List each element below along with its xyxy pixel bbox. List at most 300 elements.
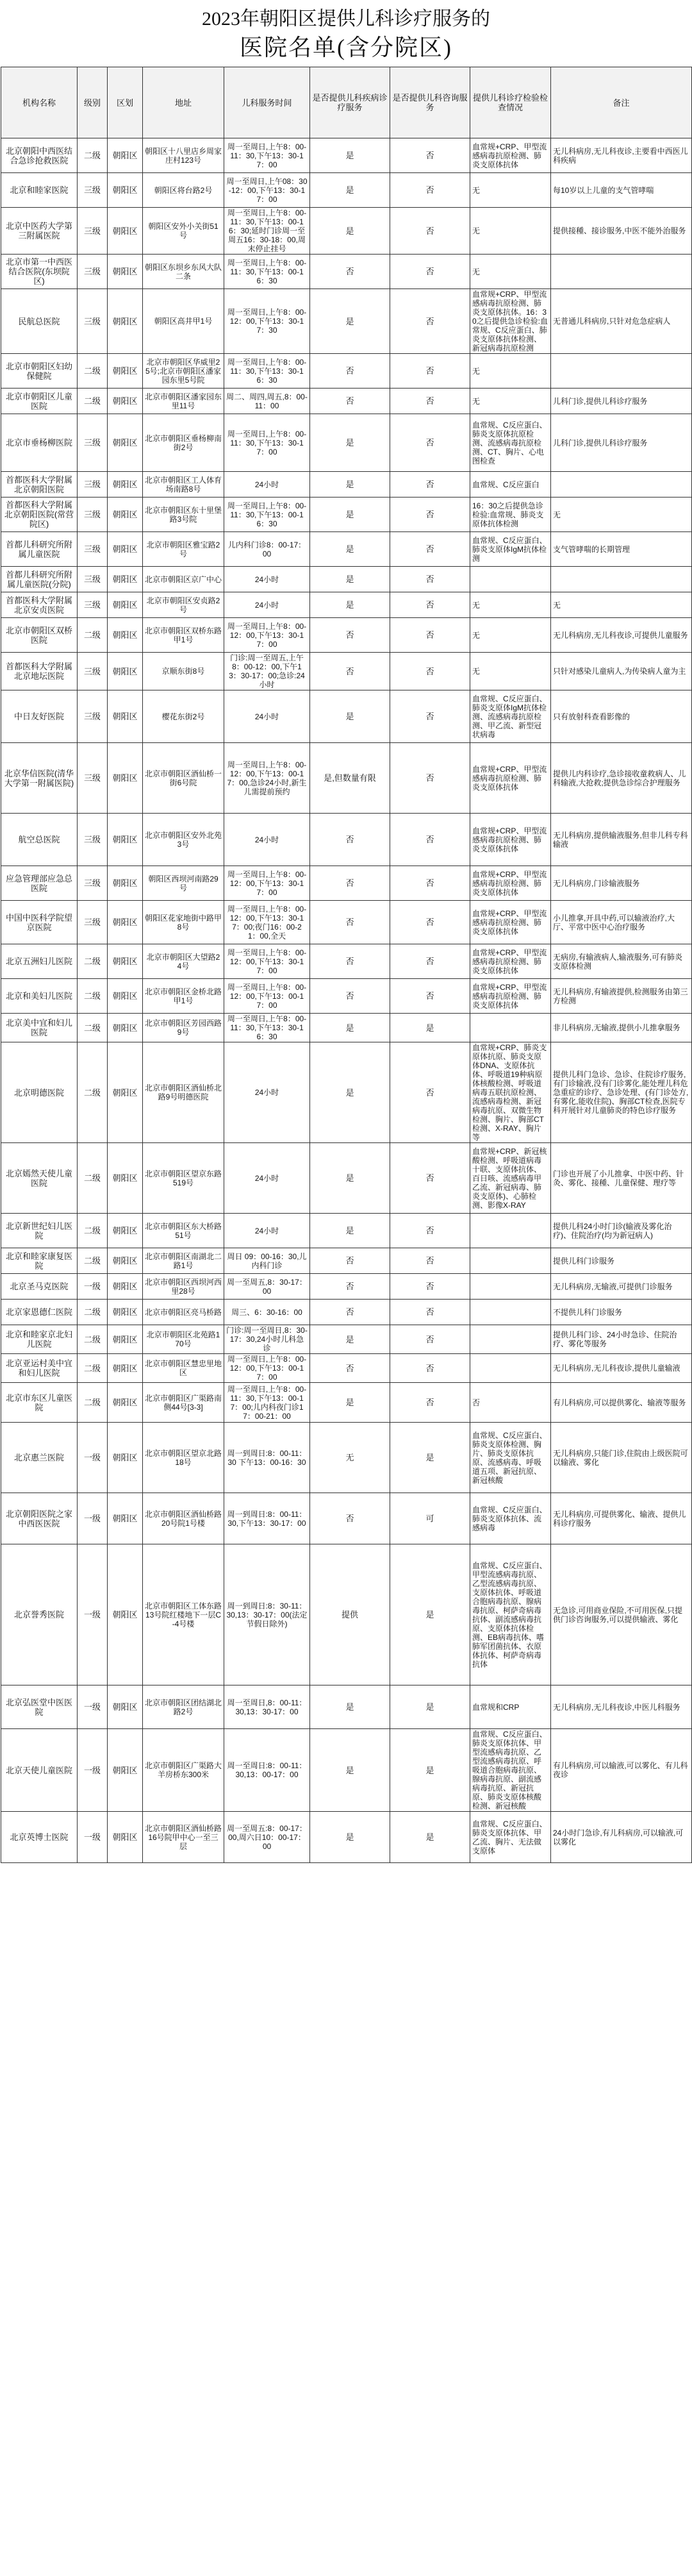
col-hours: 门诊:周一至周五,上午8：00-12：00,下午13：30-17：00;急诊:24小时 <box>224 653 310 690</box>
col-address: 北京市朝阳区望京北路18号 <box>143 1423 224 1493</box>
col-level: 三级 <box>78 743 108 814</box>
col-level: 三级 <box>78 567 108 592</box>
col-remarks: 无儿科病房,无儿科夜诊,中医儿科服务 <box>551 1685 692 1729</box>
col-disease-service: 是 <box>310 472 390 498</box>
col-level: 二级 <box>78 1354 108 1383</box>
col-tests: 血常规+CRP、甲型流感病毒抗原检测、肺炎支原体抗体。16：30之后提供急诊检验:血常规、C反应蛋白、肺炎支原体抗体检测、新冠病毒抗原检测 <box>470 289 551 354</box>
col-level: 三级 <box>78 866 108 901</box>
title-line-2: 医院名单(含分院区) <box>240 35 452 60</box>
col-hours: 周一至周日,上午8：00-12：00,下午13：00-17：00 <box>224 1354 310 1383</box>
col-disease-service: 否 <box>310 979 390 1014</box>
col-consult-service: 否 <box>390 1354 470 1383</box>
col-name: 北京市垂杨柳医院 <box>1 414 78 472</box>
col-disease-service: 是 <box>310 1685 390 1729</box>
col-name: 北京美中宜和妇儿医院 <box>1 1014 78 1042</box>
table-row <box>1 208 692 255</box>
col-tests: 血常规、C反应蛋白、肺炎支原体抗原检测、流感病毒抗原检测、CT、胸片、心电图检查 <box>470 414 551 472</box>
col-level: 二级 <box>78 618 108 653</box>
col-name: 北京天使儿童医院 <box>1 1729 78 1812</box>
col-hours: 周一至周日,8：00-11：30,13：30-17：00 <box>224 1685 310 1729</box>
table-row <box>1 944 692 979</box>
col-disease-service: 是 <box>310 690 390 743</box>
col-name: 首都医科大学附属北京安贞医院 <box>1 592 78 618</box>
col-address: 北京市朝阳区芳园西路9号 <box>143 1014 224 1042</box>
col-remarks: 提供儿内科诊疗,急诊接收童救病人、儿科输液,大抢救;提供急诊综合护理服务 <box>551 743 692 814</box>
col-tests <box>470 1354 551 1383</box>
col-hours: 24小时 <box>224 1042 310 1143</box>
col-address: 北京市朝阳区垂杨柳南街2号 <box>143 414 224 472</box>
col-district: 朝阳区 <box>108 1248 143 1274</box>
col-remarks: 无儿科病房,门诊输液服务 <box>551 866 692 901</box>
col-district: 朝阳区 <box>108 1214 143 1248</box>
col-district: 朝阳区 <box>108 1274 143 1300</box>
col-name: 首都儿科研究所附属儿童医院(分院) <box>1 567 78 592</box>
col-tests: 否 <box>470 1383 551 1423</box>
col-level: 三级 <box>78 255 108 289</box>
col-consult-service: 否 <box>390 592 470 618</box>
col-district: 朝阳区 <box>108 690 143 743</box>
col-name: 北京市第一中西医结合医院(东坝院区) <box>1 255 78 289</box>
table-row <box>1 1812 692 1863</box>
col-district: 朝阳区 <box>108 354 143 389</box>
col-consult-service: 是 <box>390 1014 470 1042</box>
col-consult-service: 否 <box>390 618 470 653</box>
col-district: 朝阳区 <box>108 618 143 653</box>
col-disease-service: 否 <box>310 814 390 866</box>
col-disease-service: 是 <box>310 1042 390 1143</box>
col-level: 一级 <box>78 1274 108 1300</box>
header-col-name: 机构名称 <box>1 67 78 138</box>
col-name: 北京弘医堂中医医院 <box>1 1685 78 1729</box>
table-row <box>1 1300 692 1325</box>
col-disease-service: 否 <box>310 1248 390 1274</box>
col-hours: 周二、周四,周五,8：00-11：00 <box>224 389 310 414</box>
col-tests: 血常规+CRP、甲型流感病毒抗原检测、肺炎支原体抗体 <box>470 866 551 901</box>
col-remarks: 提供儿科门诊、24小时急诊、住院治疗、雾化等服务 <box>551 1325 692 1354</box>
col-name: 北京和美妇儿医院 <box>1 979 78 1014</box>
table-row <box>1 1685 692 1729</box>
col-tests: 无 <box>470 208 551 255</box>
col-district: 朝阳区 <box>108 866 143 901</box>
col-disease-service: 是 <box>310 1014 390 1042</box>
col-address: 北京市朝阳区潘家园东里11号 <box>143 389 224 414</box>
col-consult-service: 否 <box>390 901 470 944</box>
table-row <box>1 1042 692 1143</box>
table-row <box>1 498 692 532</box>
col-level: 一级 <box>78 1729 108 1812</box>
col-tests: 无 <box>470 618 551 653</box>
col-level: 二级 <box>78 979 108 1014</box>
col-address: 北京市朝阳区望京东路519号 <box>143 1143 224 1214</box>
col-hours: 周一至周日,上午8：00-11：30,下午13：00-16：30;延时门诊周一至周五16：30-18：00,周末停止挂号 <box>224 208 310 255</box>
table-row <box>1 1248 692 1274</box>
col-tests: 血常规+CRP、甲型流感病毒抗原检测、肺炎支原体抗体 <box>470 901 551 944</box>
col-address: 北京市朝阳区酒仙桥路20号院1号楼 <box>143 1493 224 1544</box>
col-name: 北京惠兰医院 <box>1 1423 78 1493</box>
col-level: 二级 <box>78 944 108 979</box>
header-col-address: 地址 <box>143 67 224 138</box>
col-disease-service: 是 <box>310 414 390 472</box>
col-name: 北京家恩德仁医院 <box>1 1300 78 1325</box>
col-name: 北京市朝阳区妇幼保健院 <box>1 354 78 389</box>
col-hours: 周一到周日:8：00-11：30,下午13：30-17：00 <box>224 1493 310 1544</box>
col-consult-service: 否 <box>390 289 470 354</box>
col-remarks: 无病房,有输液病人,输液服务,可有肺炎支原体检测 <box>551 944 692 979</box>
col-name: 北京和睦家京北妇儿医院 <box>1 1325 78 1354</box>
col-remarks: 无儿科病房,提供输液服务,但非儿科专科输液 <box>551 814 692 866</box>
col-level: 一级 <box>78 1493 108 1544</box>
col-district: 朝阳区 <box>108 1423 143 1493</box>
col-tests: 血常规和CRP <box>470 1685 551 1729</box>
col-tests <box>470 1325 551 1354</box>
col-disease-service: 是 <box>310 1729 390 1812</box>
col-level: 三级 <box>78 592 108 618</box>
col-tests <box>470 1214 551 1248</box>
col-level: 三级 <box>78 901 108 944</box>
col-name: 北京市朝阳区儿童医院 <box>1 389 78 414</box>
hospital-table <box>1 67 692 1863</box>
col-disease-service: 是 <box>310 1143 390 1214</box>
col-district: 朝阳区 <box>108 1383 143 1423</box>
col-tests: 血常规、C反应蛋白、肺炎支原体IgM抗体检测 <box>470 532 551 567</box>
col-district: 朝阳区 <box>108 1143 143 1214</box>
col-consult-service: 是 <box>390 1812 470 1863</box>
table-row <box>1 1423 692 1493</box>
table-row <box>1 1383 692 1423</box>
col-district: 朝阳区 <box>108 1544 143 1685</box>
col-level: 二级 <box>78 1042 108 1143</box>
col-consult-service: 否 <box>390 208 470 255</box>
col-level: 二级 <box>78 1383 108 1423</box>
col-address: 北京市朝阳区安外北苑3号 <box>143 814 224 866</box>
col-disease-service: 是 <box>310 567 390 592</box>
col-address: 北京市朝阳区南湖北二路1号 <box>143 1248 224 1274</box>
col-district: 朝阳区 <box>108 414 143 472</box>
col-name: 北京嫣然天使儿童医院 <box>1 1143 78 1214</box>
col-tests: 血常规+CRP、甲型流感病毒抗原检测、肺炎支原体抗体 <box>470 944 551 979</box>
table-row <box>1 901 692 944</box>
col-tests <box>470 1274 551 1300</box>
col-remarks: 小儿推拿,开具中药,可以输液治疗,大厅、平常中医中心治疗服务 <box>551 901 692 944</box>
table-row <box>1 618 692 653</box>
col-consult-service: 否 <box>390 866 470 901</box>
col-remarks: 有儿科病房,可以提供雾化、输液等服务 <box>551 1383 692 1423</box>
col-address: 朝阳区将台路2号 <box>143 173 224 208</box>
col-tests: 无 <box>470 653 551 690</box>
col-name: 航空总医院 <box>1 814 78 866</box>
col-disease-service: 是 <box>310 592 390 618</box>
table-row <box>1 979 692 1014</box>
col-name: 北京亚运村美中宜和妇儿医院 <box>1 1354 78 1383</box>
col-district: 朝阳区 <box>108 1014 143 1042</box>
table-row <box>1 743 692 814</box>
col-remarks: 无儿科病房,无输液,可提供门诊服务 <box>551 1274 692 1300</box>
col-consult-service: 否 <box>390 389 470 414</box>
col-level: 二级 <box>78 354 108 389</box>
col-address: 北京市朝阳区大望路24号 <box>143 944 224 979</box>
col-level: 三级 <box>78 690 108 743</box>
table-row <box>1 1544 692 1685</box>
col-tests <box>470 1014 551 1042</box>
col-hours: 周一至周日,上午8：00-11：30,下午13：30-16：30 <box>224 1014 310 1042</box>
col-remarks: 每10岁以上儿童的支气管哮喘 <box>551 173 692 208</box>
col-tests: 血常规+CRP、甲型流感病毒抗原检测、肺炎支原体抗体 <box>470 138 551 173</box>
col-hours: 周一至周日,上午08：30-12：00,下午13：30-17：00 <box>224 173 310 208</box>
col-remarks: 无儿科病房,无儿科夜诊,提供儿童输液 <box>551 1354 692 1383</box>
col-address: 北京市朝阳区广渠路南侧44号[3-3] <box>143 1383 224 1423</box>
table-row <box>1 414 692 472</box>
table-row <box>1 255 692 289</box>
col-tests: 血常规+CRP、甲型流感病毒抗原检测、肺炎支原体抗体 <box>470 743 551 814</box>
table-row <box>1 567 692 592</box>
col-district: 朝阳区 <box>108 1812 143 1863</box>
col-name: 北京和睦家康复医院 <box>1 1248 78 1274</box>
col-name: 北京市朝阳区双桥医院 <box>1 618 78 653</box>
col-remarks: 无普通儿科病房,只针对危急症病人 <box>551 289 692 354</box>
col-address: 朝阳区西坝河南路29号 <box>143 866 224 901</box>
col-consult-service: 否 <box>390 944 470 979</box>
col-disease-service: 否 <box>310 653 390 690</box>
col-hours: 24小时 <box>224 592 310 618</box>
col-level: 三级 <box>78 472 108 498</box>
table-row <box>1 1214 692 1248</box>
col-consult-service: 否 <box>390 173 470 208</box>
table-row <box>1 653 692 690</box>
col-level: 三级 <box>78 414 108 472</box>
col-disease-service: 否 <box>310 1300 390 1325</box>
col-consult-service: 否 <box>390 1300 470 1325</box>
document-title <box>0 0 692 67</box>
table-row <box>1 354 692 389</box>
col-remarks <box>551 255 692 289</box>
col-address: 北京市朝阳区北苑路170号 <box>143 1325 224 1354</box>
col-level: 二级 <box>78 1143 108 1214</box>
table-row <box>1 592 692 618</box>
col-tests <box>470 567 551 592</box>
col-address: 北京市朝阳区华威里25号;北京市朝阳区潘家园东里5号院 <box>143 354 224 389</box>
col-remarks: 支气管哮喘的长期管理 <box>551 532 692 567</box>
col-address: 朝阳区东坝乡东风大队二条 <box>143 255 224 289</box>
col-name: 首都医科大学附属北京朝阳医院 <box>1 472 78 498</box>
col-tests: 无 <box>470 173 551 208</box>
col-remarks: 24小时门急诊,有儿科病房,可以输液,可以雾化 <box>551 1812 692 1863</box>
col-remarks <box>551 567 692 592</box>
table-row <box>1 866 692 901</box>
col-level: 三级 <box>78 814 108 866</box>
table-body <box>1 138 692 1863</box>
col-disease-service: 是 <box>310 1383 390 1423</box>
header-col-remarks: 备注 <box>551 67 692 138</box>
col-address: 北京市朝阳区双桥东路甲1号 <box>143 618 224 653</box>
col-address: 京顺东街8号 <box>143 653 224 690</box>
col-district: 朝阳区 <box>108 532 143 567</box>
col-name: 北京明德医院 <box>1 1042 78 1143</box>
col-hours: 周三、6：30-16：00 <box>224 1300 310 1325</box>
table-row <box>1 532 692 567</box>
col-remarks: 儿科门诊,提供儿科诊疗服务 <box>551 389 692 414</box>
col-district: 朝阳区 <box>108 1493 143 1544</box>
col-disease-service: 否 <box>310 1354 390 1383</box>
col-level: 二级 <box>78 389 108 414</box>
col-hours: 周一至周日,上午8：00-12：00,下午13：00-17：00 <box>224 979 310 1014</box>
col-level: 二级 <box>78 138 108 173</box>
col-consult-service: 否 <box>390 498 470 532</box>
col-hours: 周一至周日,上午8：00-12：00,下午13：30-17：00 <box>224 866 310 901</box>
col-name: 中日友好医院 <box>1 690 78 743</box>
col-address: 朝阳区高井甲1号 <box>143 289 224 354</box>
title-line-1: 2023年朝阳区提供儿科诊疗服务的 <box>202 8 490 29</box>
col-name: 北京新世纪妇儿医院 <box>1 1214 78 1248</box>
table-row <box>1 814 692 866</box>
col-hours: 周一到周日:8：30-11：30,13：30-17：00(法定节假日除外) <box>224 1544 310 1685</box>
col-remarks: 有儿科病房,可以输液,可以雾化、有儿科夜诊 <box>551 1729 692 1812</box>
col-name: 首都医科大学附属北京地坛医院 <box>1 653 78 690</box>
col-district: 朝阳区 <box>108 289 143 354</box>
col-level: 一级 <box>78 1685 108 1729</box>
col-disease-service: 是 <box>310 173 390 208</box>
col-hours: 周一至周五,8：30-17：00 <box>224 1274 310 1300</box>
col-level: 二级 <box>78 1300 108 1325</box>
col-remarks: 不提供儿科门诊服务 <box>551 1300 692 1325</box>
col-name: 北京朝阳医院之家中西医医院 <box>1 1493 78 1544</box>
col-district: 朝阳区 <box>108 389 143 414</box>
header-col-disease-service: 是否提供儿科疾病诊疗服务 <box>310 67 390 138</box>
col-consult-service: 否 <box>390 1325 470 1354</box>
col-disease-service: 否 <box>310 354 390 389</box>
col-hours: 周一至周日,上午8：00-11：30,下午13：30-17：00 <box>224 138 310 173</box>
col-consult-service: 是 <box>390 1423 470 1493</box>
col-disease-service: 是,但数量有限 <box>310 743 390 814</box>
col-district: 朝阳区 <box>108 1685 143 1729</box>
col-name: 北京五洲妇儿医院 <box>1 944 78 979</box>
col-disease-service: 提供 <box>310 1544 390 1685</box>
col-tests: 血常规+CRP、甲型流感病毒抗原检测、肺炎支原体抗体 <box>470 814 551 866</box>
col-hours: 周一至周日,上午8：00-11：30,下午13：00-16：30 <box>224 498 310 532</box>
col-disease-service: 无 <box>310 1423 390 1493</box>
col-district: 朝阳区 <box>108 1729 143 1812</box>
table-row <box>1 1143 692 1214</box>
col-remarks <box>551 354 692 389</box>
table-row <box>1 690 692 743</box>
col-district: 朝阳区 <box>108 901 143 944</box>
col-address: 朝阳区十八里店乡周家庄村123号 <box>143 138 224 173</box>
col-disease-service: 否 <box>310 1493 390 1544</box>
col-address: 北京市朝阳区酒仙桥路16号院甲中心一至三层 <box>143 1812 224 1863</box>
col-remarks: 非儿科病房,无输液,提供小儿推拿服务 <box>551 1014 692 1042</box>
col-tests: 血常规+CRP、甲型流感病毒抗原检测、肺炎支原体抗体 <box>470 979 551 1014</box>
col-remarks: 提供儿科门诊服务 <box>551 1248 692 1274</box>
col-district: 朝阳区 <box>108 567 143 592</box>
col-address: 北京市朝阳区东大桥路51号 <box>143 1214 224 1248</box>
col-consult-service: 否 <box>390 1143 470 1214</box>
col-name: 北京中医药大学第三附属医院 <box>1 208 78 255</box>
col-hours: 周一至周日,上午8：00-11：30,下午13：00-17：00;儿内科夜门诊17：00-21：00 <box>224 1383 310 1423</box>
col-consult-service: 否 <box>390 1214 470 1248</box>
col-consult-service: 否 <box>390 567 470 592</box>
col-level: 二级 <box>78 1248 108 1274</box>
col-name: 北京朝阳中西医结合急诊抢救医院 <box>1 138 78 173</box>
col-hours: 周一至周日,上午8：00-12：00,下午13：30-17：00 <box>224 618 310 653</box>
col-consult-service: 否 <box>390 653 470 690</box>
col-address: 北京市朝阳区酒仙桥一街6号院 <box>143 743 224 814</box>
col-consult-service: 否 <box>390 1248 470 1274</box>
col-hours: 24小时 <box>224 690 310 743</box>
col-district: 朝阳区 <box>108 173 143 208</box>
col-remarks: 儿科门诊,提供儿科诊疗服务 <box>551 414 692 472</box>
table-row <box>1 173 692 208</box>
col-level: 二级 <box>78 1214 108 1248</box>
col-hours: 周一至周五:8：00-17：00,周六日10：00-17：00 <box>224 1812 310 1863</box>
col-district: 朝阳区 <box>108 472 143 498</box>
col-remarks: 只有放射科查看影像的 <box>551 690 692 743</box>
col-address: 北京市朝阳区酒仙桥北路9号明德医院 <box>143 1042 224 1143</box>
col-tests: 血常规、C反应蛋白、甲型流感病毒抗原、乙型流感病毒抗原、支原体抗体、呼吸道合胞病毒抗原、腺病毒抗原、柯萨奇病毒抗体、副流感病毒抗原、支原体抗体检测、EB病毒抗体、嗜肺军团菌抗体、衣原体抗体、柯萨奇病毒抗体 <box>470 1544 551 1685</box>
col-disease-service: 是 <box>310 138 390 173</box>
col-address: 北京市朝阳区广渠路大羊房桥东300米 <box>143 1729 224 1812</box>
col-name: 北京圣马克医院 <box>1 1274 78 1300</box>
col-tests <box>470 1300 551 1325</box>
col-name: 北京英博士医院 <box>1 1812 78 1863</box>
col-district: 朝阳区 <box>108 255 143 289</box>
col-district: 朝阳区 <box>108 498 143 532</box>
col-address: 北京市朝阳区安贞路2号 <box>143 592 224 618</box>
col-remarks: 无儿科病房,只能门诊,住院由上级医院可以输液、雾化 <box>551 1423 692 1493</box>
col-address: 北京市朝阳区团结湖北路2号 <box>143 1685 224 1729</box>
col-address: 北京市朝阳区慧忠里地区 <box>143 1354 224 1383</box>
col-tests <box>470 1248 551 1274</box>
col-consult-service: 否 <box>390 1274 470 1300</box>
table-row <box>1 1014 692 1042</box>
col-consult-service: 否 <box>390 354 470 389</box>
table-row <box>1 1354 692 1383</box>
col-district: 朝阳区 <box>108 1325 143 1354</box>
col-disease-service: 否 <box>310 255 390 289</box>
header-col-level: 级别 <box>78 67 108 138</box>
col-disease-service: 是 <box>310 289 390 354</box>
header-col-district: 区划 <box>108 67 143 138</box>
col-remarks: 提供儿科门急诊、急诊、住院诊疗服务,有门诊输液,没有门诊雾化,能处理儿科危急重症的诊疗、急诊处理、(有门诊处方,有雾化,能收住院)、胸部CT检查,医院专科开展针对儿童肺炎的特色诊疗服务 <box>551 1042 692 1143</box>
header-col-consult-service: 是否提供儿科咨询服务 <box>390 67 470 138</box>
col-hours: 24小时 <box>224 472 310 498</box>
col-consult-service: 否 <box>390 814 470 866</box>
col-consult-service: 否 <box>390 1042 470 1143</box>
col-tests: 血常规、C反应蛋白、肺炎支原体抗体、甲乙流、胸片、无法做支原体 <box>470 1812 551 1863</box>
col-address: 朝阳区安外小关街51号 <box>143 208 224 255</box>
col-address: 北京市朝阳区工体东路13号院红楼地下一层C-4号楼 <box>143 1544 224 1685</box>
col-district: 朝阳区 <box>108 743 143 814</box>
col-remarks: 无 <box>551 498 692 532</box>
col-hours: 周一至周日,上午8：00-12：00,下午13：30-17：30 <box>224 289 310 354</box>
col-tests: 无 <box>470 592 551 618</box>
col-address: 北京市朝阳区金桥北路甲1号 <box>143 979 224 1014</box>
col-district: 朝阳区 <box>108 1354 143 1383</box>
table-row <box>1 1729 692 1812</box>
col-address: 北京市朝阳区京广中心 <box>143 567 224 592</box>
col-disease-service: 否 <box>310 901 390 944</box>
col-disease-service: 否 <box>310 944 390 979</box>
col-address: 朝阳区花家地街中路甲8号 <box>143 901 224 944</box>
col-district: 朝阳区 <box>108 1300 143 1325</box>
col-consult-service: 否 <box>390 979 470 1014</box>
col-remarks: 无 <box>551 592 692 618</box>
col-disease-service: 是 <box>310 1325 390 1354</box>
col-district: 朝阳区 <box>108 208 143 255</box>
col-tests: 血常规、C反应蛋白、肺炎支原体IgM抗体检测、流感病毒抗原检测、甲乙流、新型冠状病毒 <box>470 690 551 743</box>
col-hours: 周一至周日,上午8：00-11：30,下午13：30-17：00 <box>224 414 310 472</box>
col-consult-service: 否 <box>390 255 470 289</box>
col-tests: 无 <box>470 255 551 289</box>
col-remarks: 无儿科病房,有输液提供,检测服务由第三方检测 <box>551 979 692 1014</box>
